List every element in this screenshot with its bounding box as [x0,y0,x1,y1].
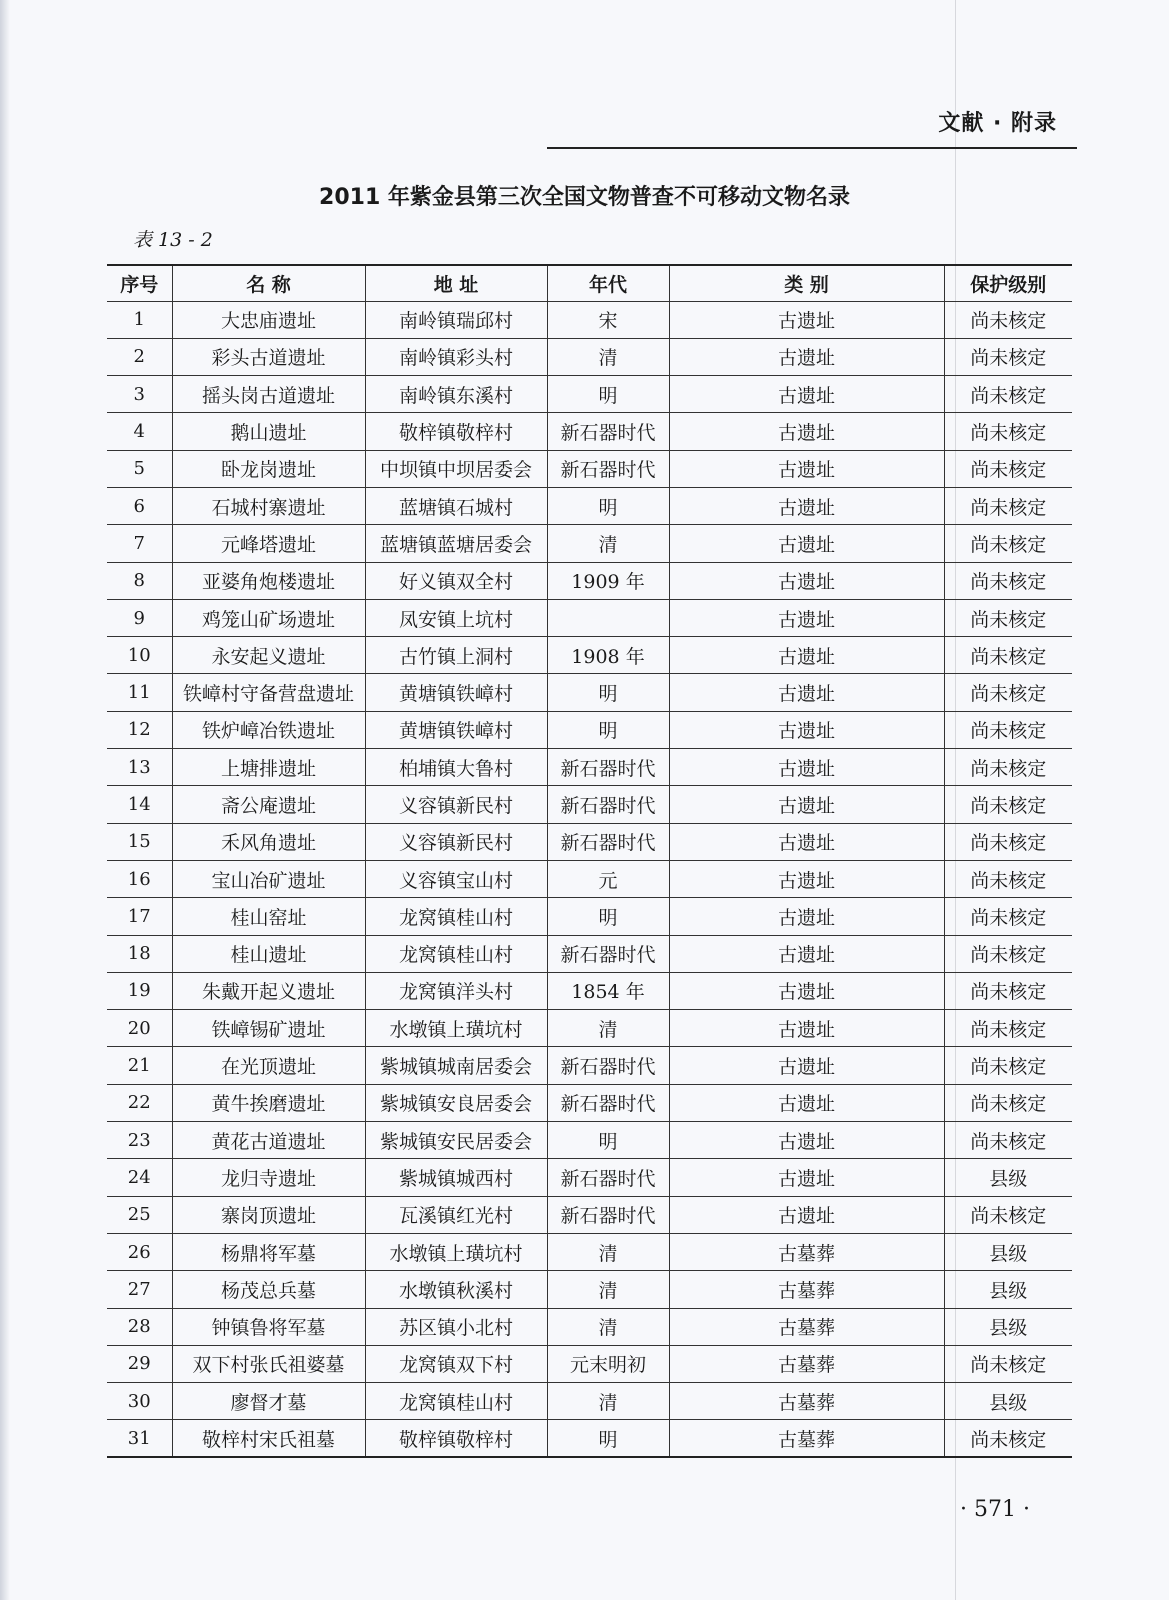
cell-address: 义容镇新民村 [365,823,547,860]
cell-protection-level: 尚未核定 [944,525,1072,562]
cell-address: 蓝塘镇蓝塘居委会 [365,525,547,562]
cell-address: 瓦溪镇红光村 [365,1196,547,1233]
cell-era: 新石器时代 [547,1047,669,1084]
cell-category: 古遗址 [669,898,944,935]
cell-category: 古遗址 [669,860,944,897]
cell-name: 在光顶遗址 [172,1047,365,1084]
cell-address: 南岭镇东溪村 [365,376,547,413]
cell-protection-level: 尚未核定 [944,1420,1072,1457]
column-header: 保护级别 [944,265,1072,301]
cell-era: 明 [547,376,669,413]
page-title: 2011 年紫金县第三次全国文物普查不可移动文物名录 [319,185,850,210]
page-edge [0,0,10,1600]
cell-index: 4 [107,413,172,450]
cell-address: 龙窝镇洋头村 [365,972,547,1009]
cell-era: 新石器时代 [547,413,669,450]
cell-protection-level: 尚未核定 [944,749,1072,786]
cell-index: 2 [107,338,172,375]
cell-protection-level: 尚未核定 [944,674,1072,711]
cell-category: 古遗址 [669,637,944,674]
table-row [107,972,1072,1009]
cell-index: 13 [107,749,172,786]
table-row [107,1308,1072,1345]
cell-protection-level: 县级 [944,1159,1072,1196]
cell-protection-level: 尚未核定 [944,823,1072,860]
cell-name: 宝山冶矿遗址 [172,860,365,897]
cell-protection-level: 尚未核定 [944,338,1072,375]
table-row [107,786,1072,823]
cell-era: 清 [547,1271,669,1308]
cell-name: 杨茂总兵墓 [172,1271,365,1308]
cell-name: 上塘排遗址 [172,749,365,786]
cell-index: 23 [107,1122,172,1159]
cell-address: 中坝镇中坝居委会 [365,450,547,487]
cell-era: 1908 年 [547,637,669,674]
cell-name: 摇头岗古道遗址 [172,376,365,413]
cell-name: 铁炉嶂冶铁遗址 [172,711,365,748]
cell-era: 明 [547,1122,669,1159]
cell-address: 南岭镇彩头村 [365,338,547,375]
cell-era: 明 [547,711,669,748]
cell-name: 钟镇鲁将军墓 [172,1308,365,1345]
cell-index: 20 [107,1010,172,1047]
table-row [107,1159,1072,1196]
table-row [107,1084,1072,1121]
cell-protection-level: 尚未核定 [944,1010,1072,1047]
cell-name: 禾风角遗址 [172,823,365,860]
cell-index: 6 [107,487,172,524]
table-row [107,376,1072,413]
table-row [107,525,1072,562]
cell-name: 卧龙岗遗址 [172,450,365,487]
cell-era: 新石器时代 [547,1084,669,1121]
cell-category: 古遗址 [669,413,944,450]
cell-era: 明 [547,487,669,524]
cell-index: 8 [107,562,172,599]
cell-address: 义容镇宝山村 [365,860,547,897]
cell-protection-level: 尚未核定 [944,972,1072,1009]
cell-index: 29 [107,1345,172,1382]
table-row [107,1010,1072,1047]
cell-protection-level: 尚未核定 [944,1122,1072,1159]
cell-category: 古遗址 [669,749,944,786]
cell-address: 水墩镇上璜坑村 [365,1010,547,1047]
column-header: 年代 [547,265,669,301]
cell-category: 古遗址 [669,674,944,711]
cell-category: 古遗址 [669,1159,944,1196]
cell-category: 古遗址 [669,562,944,599]
cell-protection-level: 尚未核定 [944,1084,1072,1121]
cell-index: 7 [107,525,172,562]
cell-address: 古竹镇上洞村 [365,637,547,674]
cell-index: 25 [107,1196,172,1233]
table-row [107,637,1072,674]
table-row [107,338,1072,375]
cell-address: 紫城镇安良居委会 [365,1084,547,1121]
cell-protection-level: 县级 [944,1308,1072,1345]
cell-name: 斋公庵遗址 [172,786,365,823]
cell-category: 古墓葬 [669,1233,944,1270]
cell-protection-level: 县级 [944,1383,1072,1420]
cell-category: 古遗址 [669,450,944,487]
cell-name: 鹅山遗址 [172,413,365,450]
cell-protection-level: 尚未核定 [944,637,1072,674]
cell-name: 黄牛挨磨遗址 [172,1084,365,1121]
cell-index: 14 [107,786,172,823]
cell-index: 16 [107,860,172,897]
cell-protection-level: 尚未核定 [944,935,1072,972]
cell-index: 19 [107,972,172,1009]
cell-address: 凤安镇上坑村 [365,599,547,636]
cell-era: 元 [547,860,669,897]
cell-era: 清 [547,338,669,375]
cell-era: 清 [547,1233,669,1270]
table-row [107,674,1072,711]
cell-era: 明 [547,898,669,935]
table-row [107,1233,1072,1270]
cell-era: 新石器时代 [547,786,669,823]
cell-category: 古遗址 [669,823,944,860]
table-row [107,935,1072,972]
table-body [107,301,1072,1457]
cell-name: 鸡笼山矿场遗址 [172,599,365,636]
cell-name: 大忠庙遗址 [172,301,365,338]
cell-name: 桂山遗址 [172,935,365,972]
cell-address: 好义镇双全村 [365,562,547,599]
cell-index: 11 [107,674,172,711]
cell-protection-level: 尚未核定 [944,1047,1072,1084]
cell-name: 铁嶂锡矿遗址 [172,1010,365,1047]
cell-era: 清 [547,1010,669,1047]
cell-address: 龙窝镇桂山村 [365,1383,547,1420]
cell-category: 古墓葬 [669,1383,944,1420]
cell-category: 古墓葬 [669,1345,944,1382]
cell-name: 铁嶂村守备营盘遗址 [172,674,365,711]
cell-name: 敬梓村宋氏祖墓 [172,1420,365,1457]
header-rule [547,147,1077,149]
cell-index: 21 [107,1047,172,1084]
cell-name: 朱戴开起义遗址 [172,972,365,1009]
cell-era: 清 [547,1383,669,1420]
cell-name: 桂山窑址 [172,898,365,935]
column-header: 名 称 [172,265,365,301]
cell-protection-level: 尚未核定 [944,1196,1072,1233]
cell-name: 龙归寺遗址 [172,1159,365,1196]
table-row [107,450,1072,487]
cell-era: 元末明初 [547,1345,669,1382]
cell-index: 28 [107,1308,172,1345]
cell-address: 紫城镇安民居委会 [365,1122,547,1159]
cell-category: 古遗址 [669,525,944,562]
cell-protection-level: 尚未核定 [944,1345,1072,1382]
cell-era [547,599,669,636]
cell-category: 古遗址 [669,487,944,524]
cell-protection-level: 县级 [944,1271,1072,1308]
column-header: 地 址 [365,265,547,301]
relics-table [107,264,1072,1458]
table-row [107,898,1072,935]
cell-address: 龙窝镇双下村 [365,1345,547,1382]
cell-index: 1 [107,301,172,338]
cell-address: 紫城镇城西村 [365,1159,547,1196]
cell-name: 双下村张氏祖婆墓 [172,1345,365,1382]
table-row [107,1420,1072,1457]
cell-era: 宋 [547,301,669,338]
cell-era: 新石器时代 [547,935,669,972]
table-row [107,860,1072,897]
cell-address: 蓝塘镇石城村 [365,487,547,524]
cell-category: 古墓葬 [669,1271,944,1308]
cell-index: 5 [107,450,172,487]
column-header: 类 别 [669,265,944,301]
table-row [107,487,1072,524]
table-row [107,1196,1072,1233]
cell-index: 17 [107,898,172,935]
cell-name: 杨鼎将军墓 [172,1233,365,1270]
cell-era: 新石器时代 [547,450,669,487]
cell-category: 古遗址 [669,972,944,1009]
cell-category: 古遗址 [669,599,944,636]
cell-category: 古墓葬 [669,1420,944,1457]
cell-index: 26 [107,1233,172,1270]
cell-address: 龙窝镇桂山村 [365,898,547,935]
cell-index: 27 [107,1271,172,1308]
cell-address: 黄塘镇铁嶂村 [365,674,547,711]
cell-address: 南岭镇瑞邱村 [365,301,547,338]
table-row [107,301,1072,338]
cell-address: 龙窝镇桂山村 [365,935,547,972]
table-row [107,562,1072,599]
cell-category: 古遗址 [669,711,944,748]
cell-category: 古墓葬 [669,1308,944,1345]
table-row [107,823,1072,860]
cell-protection-level: 尚未核定 [944,860,1072,897]
table-row [107,1383,1072,1420]
cell-era: 明 [547,1420,669,1457]
cell-index: 15 [107,823,172,860]
cell-protection-level: 尚未核定 [944,487,1072,524]
cell-address: 黄塘镇铁嶂村 [365,711,547,748]
cell-category: 古遗址 [669,1196,944,1233]
cell-address: 紫城镇城南居委会 [365,1047,547,1084]
cell-name: 彩头古道遗址 [172,338,365,375]
cell-name: 永安起义遗址 [172,637,365,674]
cell-category: 古遗址 [669,1010,944,1047]
cell-category: 古遗址 [669,301,944,338]
cell-index: 18 [107,935,172,972]
cell-address: 苏区镇小北村 [365,1308,547,1345]
cell-protection-level: 尚未核定 [944,376,1072,413]
table-row [107,1122,1072,1159]
cell-name: 黄花古道遗址 [172,1122,365,1159]
cell-index: 24 [107,1159,172,1196]
page-number: · 571 · [960,1497,1030,1522]
cell-index: 12 [107,711,172,748]
table-row [107,1271,1072,1308]
cell-address: 敬梓镇敬梓村 [365,1420,547,1457]
cell-address: 水墩镇秋溪村 [365,1271,547,1308]
cell-category: 古遗址 [669,1047,944,1084]
cell-protection-level: 尚未核定 [944,413,1072,450]
cell-era: 新石器时代 [547,749,669,786]
cell-era: 1909 年 [547,562,669,599]
cell-era: 新石器时代 [547,1159,669,1196]
column-header: 序号 [107,265,172,301]
table-row [107,1345,1072,1382]
cell-index: 31 [107,1420,172,1457]
cell-index: 22 [107,1084,172,1121]
cell-era: 1854 年 [547,972,669,1009]
cell-era: 新石器时代 [547,823,669,860]
cell-index: 10 [107,637,172,674]
cell-address: 柏埔镇大鲁村 [365,749,547,786]
cell-protection-level: 尚未核定 [944,599,1072,636]
cell-era: 明 [547,674,669,711]
cell-era: 清 [547,525,669,562]
cell-index: 9 [107,599,172,636]
cell-index: 3 [107,376,172,413]
table-label: 表 13 - 2 [133,229,213,251]
cell-address: 水墩镇上璜坑村 [365,1233,547,1270]
table-row [107,1047,1072,1084]
table-row [107,413,1072,450]
cell-protection-level: 尚未核定 [944,898,1072,935]
cell-name: 亚婆角炮楼遗址 [172,562,365,599]
section-header: 文献 · 附录 [938,111,1057,136]
cell-protection-level: 尚未核定 [944,450,1072,487]
cell-name: 寨岗顶遗址 [172,1196,365,1233]
cell-category: 古遗址 [669,338,944,375]
cell-protection-level: 尚未核定 [944,301,1072,338]
cell-category: 古遗址 [669,935,944,972]
cell-name: 石城村寨遗址 [172,487,365,524]
table-row [107,711,1072,748]
cell-category: 古遗址 [669,1084,944,1121]
cell-address: 义容镇新民村 [365,786,547,823]
cell-name: 廖督才墓 [172,1383,365,1420]
cell-protection-level: 尚未核定 [944,711,1072,748]
cell-protection-level: 县级 [944,1233,1072,1270]
table-row [107,749,1072,786]
cell-era: 清 [547,1308,669,1345]
cell-era: 新石器时代 [547,1196,669,1233]
cell-name: 元峰塔遗址 [172,525,365,562]
cell-category: 古遗址 [669,376,944,413]
cell-category: 古遗址 [669,1122,944,1159]
cell-protection-level: 尚未核定 [944,786,1072,823]
table-row [107,599,1072,636]
cell-address: 敬梓镇敬梓村 [365,413,547,450]
cell-protection-level: 尚未核定 [944,562,1072,599]
table-header-row [107,265,1072,301]
cell-category: 古遗址 [669,786,944,823]
cell-index: 30 [107,1383,172,1420]
